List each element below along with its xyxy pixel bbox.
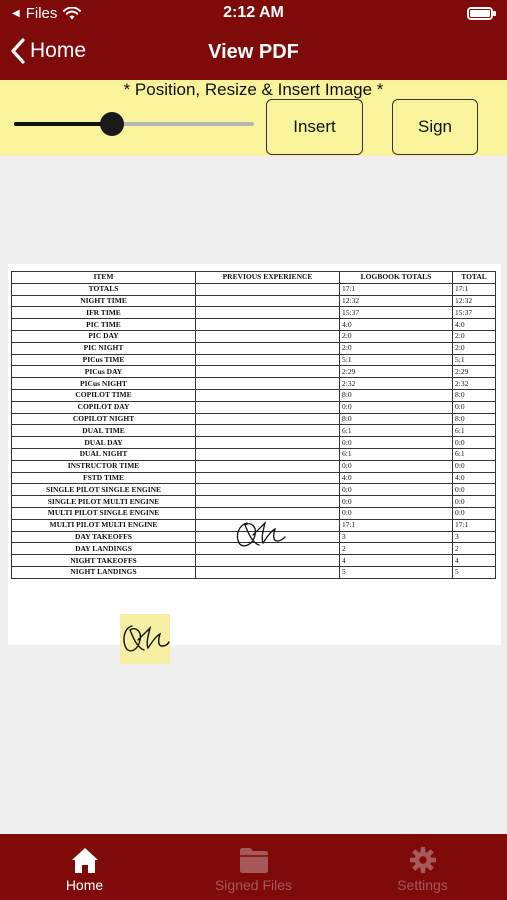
cell-logbook-totals: 4 — [340, 555, 453, 567]
cell-previous-experience — [196, 437, 340, 449]
cell-logbook-totals: 2:0 — [340, 342, 453, 354]
table-row — [12, 319, 496, 331]
cell-total: 4:0 — [453, 319, 496, 331]
cell-total: 6:1 — [453, 448, 496, 460]
cell-item: NIGHT TAKEOFFS — [12, 555, 196, 567]
cell-previous-experience — [196, 283, 340, 295]
cell-item: SINGLE PILOT MULTI ENGINE — [12, 496, 196, 508]
cell-item: DAY TAKEOFFS — [12, 531, 196, 543]
slider-fill — [14, 122, 112, 126]
cell-item: PIC NIGHT — [12, 342, 196, 354]
cell-item: IFR TIME — [12, 307, 196, 319]
header-item: ITEM — [12, 272, 196, 284]
cell-item: PICus DAY — [12, 366, 196, 378]
cell-logbook-totals: 0:0 — [340, 507, 453, 519]
cell-total: 3 — [453, 531, 496, 543]
cell-total: 0:0 — [453, 496, 496, 508]
cell-logbook-totals: 8:0 — [340, 413, 453, 425]
cell-logbook-totals: 4:0 — [340, 319, 453, 331]
table-row — [12, 295, 496, 307]
cell-item: MULTI PILOT MULTI ENGINE — [12, 519, 196, 531]
header-total: TOTAL — [453, 272, 496, 284]
cell-total: 0:0 — [453, 460, 496, 472]
cell-total: 0:0 — [453, 437, 496, 449]
back-button[interactable] — [10, 38, 86, 64]
tab-bar — [0, 834, 507, 900]
cell-previous-experience — [196, 566, 340, 578]
cell-item: DUAL TIME — [12, 425, 196, 437]
table-row — [12, 437, 496, 449]
cell-item: PICus NIGHT — [12, 378, 196, 390]
cell-logbook-totals: 17:1 — [340, 519, 453, 531]
cell-total: 0:0 — [453, 507, 496, 519]
cell-total: 12:32 — [453, 295, 496, 307]
table-row — [12, 378, 496, 390]
cell-logbook-totals: 6:1 — [340, 448, 453, 460]
cell-total: 8:0 — [453, 389, 496, 401]
pdf-page — [8, 264, 501, 645]
cell-logbook-totals: 0:0 — [340, 484, 453, 496]
cell-previous-experience — [196, 307, 340, 319]
insert-button[interactable]: Insert — [266, 99, 363, 155]
cell-item: INSTRUCTOR TIME — [12, 460, 196, 472]
table-row — [12, 566, 496, 578]
cell-previous-experience — [196, 401, 340, 413]
cell-previous-experience — [196, 484, 340, 496]
cell-item: MULTI PILOT SINGLE ENGINE — [12, 507, 196, 519]
cell-logbook-totals: 12:32 — [340, 295, 453, 307]
cell-total: 17:1 — [453, 519, 496, 531]
gear-icon — [408, 846, 438, 874]
cell-item: NIGHT LANDINGS — [12, 566, 196, 578]
cell-item: PIC DAY — [12, 330, 196, 342]
table-row — [12, 330, 496, 342]
cell-previous-experience — [196, 425, 340, 437]
cell-total: 2:29 — [453, 366, 496, 378]
cell-logbook-totals: 4:0 — [340, 472, 453, 484]
cell-logbook-totals: 8:0 — [340, 389, 453, 401]
cell-item: COPILOT NIGHT — [12, 413, 196, 425]
cell-item: COPILOT DAY — [12, 401, 196, 413]
back-label: Home — [30, 39, 87, 62]
cell-item: SINGLE PILOT SINGLE ENGINE — [12, 484, 196, 496]
table-row — [12, 283, 496, 295]
cell-item: NIGHT TIME — [12, 295, 196, 307]
cell-item: DAY LANDINGS — [12, 543, 196, 555]
cell-total: 2:32 — [453, 378, 496, 390]
table-row — [12, 425, 496, 437]
table-row — [12, 354, 496, 366]
table-row — [12, 460, 496, 472]
back-triangle-icon: ◀ — [12, 8, 20, 19]
cell-total: 17:1 — [453, 283, 496, 295]
cell-logbook-totals: 6:1 — [340, 425, 453, 437]
cell-previous-experience — [196, 366, 340, 378]
status-bar — [0, 0, 507, 30]
signature-overlay[interactable] — [120, 614, 170, 664]
slider-thumb[interactable] — [100, 112, 124, 136]
cell-total: 2 — [453, 543, 496, 555]
folder-icon — [238, 846, 270, 874]
cell-logbook-totals: 0:0 — [340, 496, 453, 508]
table-header-row — [12, 272, 496, 284]
cell-logbook-totals: 3 — [340, 531, 453, 543]
cell-previous-experience — [196, 555, 340, 567]
cell-total: 5 — [453, 566, 496, 578]
cell-item: COPILOT TIME — [12, 389, 196, 401]
table-row — [12, 389, 496, 401]
tab-settings-label: Settings — [397, 877, 448, 893]
table-row — [12, 496, 496, 508]
cell-previous-experience — [196, 319, 340, 331]
cell-logbook-totals: 0:0 — [340, 460, 453, 472]
cell-previous-experience — [196, 342, 340, 354]
signature-preview-image — [120, 614, 170, 664]
cell-logbook-totals: 2:0 — [340, 330, 453, 342]
battery-icon — [467, 7, 493, 20]
table-row — [12, 448, 496, 460]
back-app-label: Files — [25, 5, 58, 22]
cell-item: DUAL DAY — [12, 437, 196, 449]
chevron-left-icon — [10, 38, 26, 64]
cell-item: DUAL NIGHT — [12, 448, 196, 460]
header-previous-experience: PREVIOUS EXPERIENCE — [196, 272, 340, 284]
cell-total: 4 — [453, 555, 496, 567]
status-time: 2:12 AM — [223, 4, 284, 21]
cell-logbook-totals: 15:37 — [340, 307, 453, 319]
cell-previous-experience — [196, 389, 340, 401]
cell-previous-experience — [196, 354, 340, 366]
cell-item: TOTALS — [12, 283, 196, 295]
table-row — [12, 555, 496, 567]
nav-bar — [0, 30, 507, 80]
house-icon — [70, 846, 100, 874]
cell-logbook-totals: 5 — [340, 566, 453, 578]
cell-total: 2:0 — [453, 342, 496, 354]
cell-total: 4:0 — [453, 472, 496, 484]
cell-previous-experience — [196, 295, 340, 307]
page-title: View PDF — [208, 41, 299, 63]
cell-previous-experience — [196, 460, 340, 472]
tab-home[interactable] — [0, 834, 169, 900]
instruction-text: * Position, Resize & Insert Image * — [123, 80, 384, 99]
table-row — [12, 413, 496, 425]
sign-button[interactable]: Sign — [392, 99, 478, 155]
table-row — [12, 307, 496, 319]
cell-item: FSTD TIME — [12, 472, 196, 484]
cell-total: 5:1 — [453, 354, 496, 366]
cell-item: PICus TIME — [12, 354, 196, 366]
cell-logbook-totals: 5:1 — [340, 354, 453, 366]
signature-image — [233, 517, 287, 551]
cell-previous-experience — [196, 448, 340, 460]
cell-total: 2:0 — [453, 330, 496, 342]
table-row — [12, 472, 496, 484]
cell-item: PIC TIME — [12, 319, 196, 331]
cell-total: 15:37 — [453, 307, 496, 319]
cell-previous-experience — [196, 496, 340, 508]
tab-settings[interactable] — [338, 834, 507, 900]
cell-previous-experience — [196, 330, 340, 342]
tab-home-label: Home — [65, 877, 104, 893]
cell-logbook-totals: 0:0 — [340, 437, 453, 449]
tab-signed-files-label: Signed Files — [214, 877, 293, 893]
cell-previous-experience — [196, 378, 340, 390]
header-logbook-totals: LOGBOOK TOTALS — [340, 272, 453, 284]
size-slider[interactable] — [14, 110, 254, 138]
table-row — [12, 342, 496, 354]
cell-logbook-totals: 0:0 — [340, 401, 453, 413]
table-row — [12, 401, 496, 413]
table-row — [12, 366, 496, 378]
cell-total: 0:0 — [453, 401, 496, 413]
table-row — [12, 484, 496, 496]
cell-logbook-totals: 17:1 — [340, 283, 453, 295]
cell-logbook-totals: 2 — [340, 543, 453, 555]
cell-previous-experience — [196, 413, 340, 425]
cell-total: 0:0 — [453, 484, 496, 496]
cell-logbook-totals: 2:29 — [340, 366, 453, 378]
cell-total: 8:0 — [453, 413, 496, 425]
cell-logbook-totals: 2:32 — [340, 378, 453, 390]
cell-previous-experience — [196, 472, 340, 484]
cell-total: 6:1 — [453, 425, 496, 437]
tab-signed-files[interactable] — [169, 834, 338, 900]
